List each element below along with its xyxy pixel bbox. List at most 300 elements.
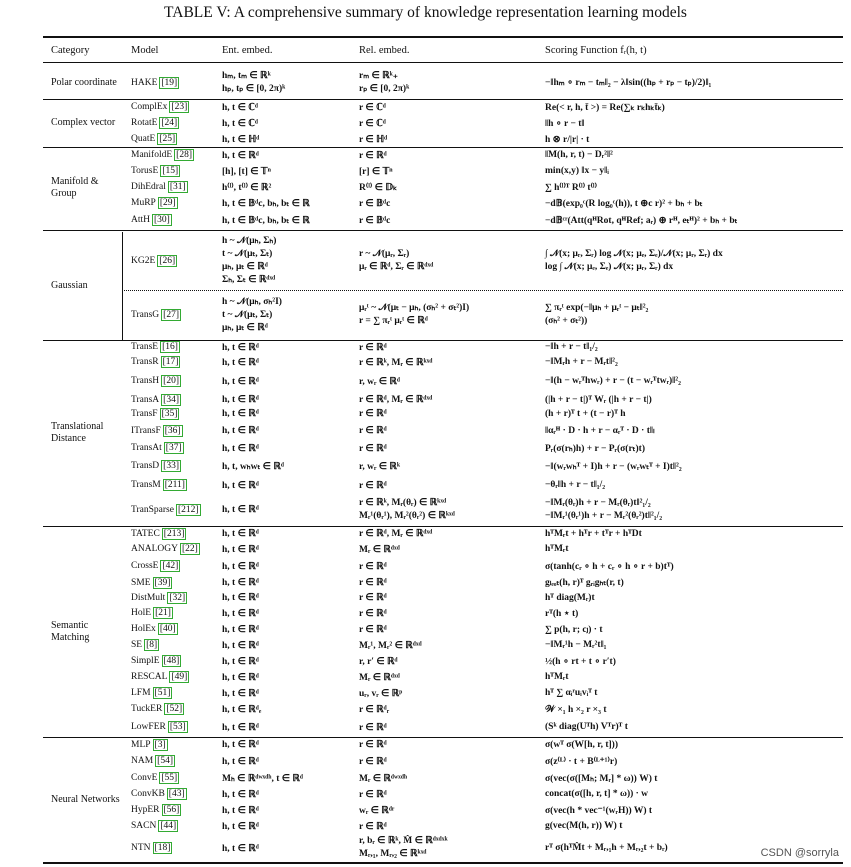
relation-embedding: r ∈ ℝᵏ, Mᵣ ∈ ℝᵏˣᵈ xyxy=(359,357,433,368)
model-name xyxy=(131,621,178,637)
entity-embedding: h, t ∈ ℝᵈ xyxy=(222,789,259,800)
table-row xyxy=(0,147,851,163)
relation-embedding: r ∈ ℝᵈ xyxy=(359,593,387,603)
relation-embedding: r ∈ ℝᵈᵣ xyxy=(359,704,390,715)
relation-embedding: uᵣ, vᵣ ∈ ℝᵖ xyxy=(359,688,403,699)
model-name xyxy=(131,605,173,621)
model-name xyxy=(131,232,177,290)
model-label: SE xyxy=(131,640,143,650)
model-name xyxy=(131,179,188,195)
relation-embedding: r ~ 𝒩(μᵣ, Σᵣ) μᵣ ∈ ℝᵈ, Σᵣ ∈ ℝᵈˣᵈ xyxy=(359,249,434,272)
scoring-function: hᵀ ∑ αᵢʳuᵢvᵢᵀ t xyxy=(545,688,598,698)
scoring-function: ∑ p(h, r; cⱼ) · t xyxy=(545,624,603,635)
entity-embedding: h, t ∈ ℝᵈ xyxy=(222,561,259,572)
model-name xyxy=(131,147,194,163)
model-label: ComplEx xyxy=(131,102,168,112)
table-row xyxy=(0,340,851,354)
relation-embedding: r, bᵣ ∈ ℝᵏ, M̂ ∈ ℝᵈˣᵈˣᵏ Mᵣ,₁, Mᵣ,₂ ∈ ℝᵏˣᵈ xyxy=(359,836,448,859)
model-label: TransE xyxy=(131,342,159,352)
entity-embedding: h, t ∈ ℝᵈ xyxy=(222,821,259,832)
relation-embedding: rₘ ∈ ℝᵏ₊ rₚ ∈ [0, 2π)ᵏ xyxy=(359,70,410,94)
entity-embedding: h, t ∈ ℝᵈ xyxy=(222,640,259,651)
scoring-function: min(x,y) ‖x − y‖ᵢ xyxy=(545,166,609,176)
entity-embedding: h, t ∈ ℝᵈ xyxy=(222,480,259,491)
scoring-function: Re(< r, h, t̄ >) = Re(∑ₖ rₖhₖt̄ₖ) xyxy=(545,102,665,113)
relation-embedding: μᵣᵗ ~ 𝒩(μₜ − μₕ, (σₕ² + σₜ²)I) r = ∑ πᵣᵗ μᵣᵗ ∈ ℝᵈ xyxy=(359,303,470,326)
table-row xyxy=(0,818,851,834)
table-row xyxy=(0,701,851,717)
citation-link[interactable]: [24] xyxy=(161,118,178,128)
citation-link[interactable]: [51] xyxy=(154,688,171,698)
table-title: TABLE V: A comprehensive summary of knowledge representation learning models xyxy=(164,4,687,21)
scoring-function: σ(vec(h * vec⁻¹(wᵣH)) W) t xyxy=(545,805,653,816)
entity-embedding: h, t ∈ ℂᵈ xyxy=(222,118,258,129)
bottom-rule xyxy=(43,862,843,864)
entity-embedding: h, t ∈ ℝᵈ xyxy=(222,150,259,161)
model-name xyxy=(131,701,184,717)
citation-link[interactable]: [26] xyxy=(159,256,176,266)
citation-link[interactable]: [20] xyxy=(163,376,179,386)
entity-embedding: h, t ∈ ℝᵈₑ xyxy=(222,704,262,715)
scoring-function: −d𝔹ᶜʳ(Att(qᴴRot, qᴴRef; aᵣ) ⊕ rᴴ, eₜᴴ)² + bₕ + bₜ xyxy=(545,215,738,226)
entity-embedding: h, t ∈ ℝᵈ xyxy=(222,672,259,683)
entity-embedding: h, t ∈ ℝᵈ xyxy=(222,722,259,733)
citation-link[interactable]: [28] xyxy=(176,150,192,160)
model-label: TransD xyxy=(131,461,160,471)
entity-embedding: h, t ∈ ℝᵈ xyxy=(222,756,259,767)
citation-link[interactable]: [37] xyxy=(165,443,182,453)
header-rel-embed: Rel. embed. xyxy=(359,45,410,56)
relation-embedding: r ∈ ℝᵈ, Mᵣ ∈ ℝᵈˣᵈ xyxy=(359,529,433,539)
relation-embedding: R⁽ˡ⁾ ∈ 𝔻ₖ xyxy=(359,182,398,193)
citation-link[interactable]: [16] xyxy=(162,342,178,352)
category-label: Gaussian xyxy=(51,280,88,291)
citation-link[interactable]: [19] xyxy=(161,77,178,88)
entity-embedding: h, t ∈ ℝᵈ xyxy=(222,624,259,635)
table-row xyxy=(0,590,851,605)
model-name xyxy=(131,420,183,441)
citation-link[interactable]: [31] xyxy=(169,182,186,192)
table-row xyxy=(0,802,851,818)
model-label: TransG xyxy=(131,310,160,320)
section-divider xyxy=(43,340,843,341)
gaussian-vertical-divider xyxy=(122,232,123,340)
entity-embedding: h, t ∈ ℝᵈ xyxy=(222,608,259,619)
model-label: LowFER xyxy=(131,722,166,732)
model-label: HolE xyxy=(131,608,152,618)
model-name xyxy=(131,477,187,493)
citation-link[interactable]: [35] xyxy=(161,408,178,419)
citation-link[interactable]: [34] xyxy=(163,394,179,405)
citation-link[interactable]: [29] xyxy=(159,198,176,208)
scoring-function: hᵀ diag(Mᵣ)t xyxy=(545,592,595,603)
scoring-function: rᵀ(h ⋆ t) xyxy=(545,608,579,619)
category-label: Translational Distance xyxy=(51,421,104,444)
model-label: CrossE xyxy=(131,561,159,571)
citation-link[interactable]: [211] xyxy=(164,480,185,490)
scoring-function: 𝒲 ×₁ h ×₂ r ×₃ t xyxy=(545,704,607,715)
relation-embedding: Mᵣ ∈ ℝᵈˣᵈ xyxy=(359,672,400,683)
scoring-function: σ(vec(σ([Mₕ; Mᵣ] * ω)) W) t xyxy=(545,773,658,784)
relation-embedding: Mᵣ ∈ ℝᵈʷˣᵈʰ xyxy=(359,773,408,784)
table-row xyxy=(0,737,851,752)
model-name xyxy=(131,575,172,590)
category-label: Complex vector xyxy=(51,117,116,128)
scoring-function: ∑ h⁽ˡ⁾ᵀ R⁽ˡ⁾ t⁽ˡ⁾ xyxy=(545,182,597,193)
model-label: TATEC xyxy=(131,528,160,539)
relation-embedding: [r] ∈ 𝕋ⁿ xyxy=(359,166,393,177)
model-name xyxy=(131,163,180,179)
citation-link[interactable]: [56] xyxy=(163,805,180,815)
table-row xyxy=(0,179,851,195)
model-name xyxy=(131,131,177,147)
entity-embedding: h, t ∈ ℝᵈ xyxy=(222,426,259,436)
entity-embedding: h, t ∈ ℍᵈ xyxy=(222,134,260,145)
table-row xyxy=(0,637,851,653)
table-row xyxy=(0,441,851,455)
relation-embedding: r ∈ 𝔹ᵈc xyxy=(359,215,391,226)
model-name xyxy=(131,717,188,737)
scoring-function: ½(h ∘ rt + t ∘ r′t) xyxy=(545,656,616,667)
model-label: ConvE xyxy=(131,773,158,783)
relation-embedding: r ∈ ℝᵈ xyxy=(359,756,387,767)
scoring-function: σ(tanh(cᵣ ∘ h + cᵣ ∘ h ∘ r + b)tᵀ) xyxy=(545,561,674,572)
entity-embedding: [h], [t] ∈ 𝕋ⁿ xyxy=(222,166,271,177)
relation-embedding: r ∈ ℂᵈ xyxy=(359,102,386,113)
relation-embedding: r ∈ 𝔹ᵈc xyxy=(359,198,391,209)
table-row xyxy=(0,621,851,637)
table-row xyxy=(0,354,851,370)
model-name xyxy=(131,802,181,818)
model-label: TransR xyxy=(131,357,159,367)
relation-embedding: r ∈ ℝᵈ xyxy=(359,409,387,419)
table-row xyxy=(0,163,851,179)
citation-link[interactable]: [44] xyxy=(160,821,177,831)
entity-embedding: h, t ∈ ℝᵈ xyxy=(222,529,259,539)
citation-link[interactable]: [3] xyxy=(154,739,166,750)
table-row xyxy=(0,290,851,340)
model-name xyxy=(131,770,179,786)
relation-embedding: Mᵣ ∈ ℝᵈˣᵈ xyxy=(359,544,400,555)
model-name xyxy=(131,653,181,669)
model-label: SME xyxy=(131,577,151,588)
model-label: TuckER xyxy=(131,704,163,714)
citation-link[interactable]: [22] xyxy=(181,544,198,554)
table-row xyxy=(0,605,851,621)
watermark: CSDN @sorryla xyxy=(760,847,839,859)
top-rule xyxy=(43,36,843,38)
scoring-function: hᵀMᵣt xyxy=(545,672,569,682)
citation-link[interactable]: [42] xyxy=(162,561,179,571)
scoring-function: −‖hₘ ∘ rₘ − tₘ‖₂ − λ‖sin((hₚ + rₚ − tₚ)/2)‖₁ xyxy=(545,78,712,88)
relation-embedding: r, r′ ∈ ℝᵈ xyxy=(359,656,398,667)
model-label: LFM xyxy=(131,688,151,698)
scoring-function: Pᵣ(σ(rₕ)h) + r − Pᵣ(σ(rₜ)t) xyxy=(545,443,645,454)
entity-embedding: h, t ∈ ℝᵈ xyxy=(222,505,259,515)
model-name xyxy=(131,115,179,131)
model-label: ITransF xyxy=(131,425,161,436)
model-label: ConvKB xyxy=(131,789,165,799)
table-row xyxy=(0,392,851,407)
header-rule xyxy=(43,62,843,63)
table-row xyxy=(0,99,851,115)
citation-link[interactable]: [33] xyxy=(163,461,179,471)
citation-link[interactable]: [18] xyxy=(154,843,171,853)
model-label: KG2E xyxy=(131,256,156,266)
model-label: TransM xyxy=(131,480,161,490)
scoring-function: rᵀ σ(hᵀM̂t + Mᵣ,₁h + Mᵣ,₂t + bᵣ) xyxy=(545,843,668,853)
model-name xyxy=(131,195,178,211)
relation-embedding: r ∈ ℝᵈ xyxy=(359,578,387,588)
entity-embedding: h, t, wₕwₜ ∈ ℝᵈ xyxy=(222,461,284,472)
relation-embedding: r ∈ ℝᵈ xyxy=(359,740,387,750)
citation-link[interactable]: [17] xyxy=(162,357,179,367)
model-label: TransAt xyxy=(131,443,162,453)
citation-link[interactable]: [53] xyxy=(169,722,186,732)
model-name xyxy=(131,818,178,834)
model-label: TranSparse xyxy=(131,504,174,515)
model-label: QuatE xyxy=(131,134,156,144)
model-label: HypER xyxy=(131,805,160,815)
model-label: NAM xyxy=(131,756,154,766)
table-row xyxy=(0,752,851,770)
table-row xyxy=(0,477,851,493)
citation-link[interactable]: [27] xyxy=(163,310,179,320)
model-name xyxy=(131,590,187,605)
model-name xyxy=(131,441,184,455)
table-row xyxy=(0,370,851,392)
table-row xyxy=(0,131,851,147)
scoring-function: ‖αᵣᴴ · D · h + r − αᵣᵀ · D · t‖ₗ xyxy=(545,426,655,436)
category-label: Polar coordinate xyxy=(51,76,117,88)
scoring-function: concat(σ([h, r, t] * ω)) · w xyxy=(545,789,649,799)
model-name xyxy=(131,786,187,802)
scoring-function: gₗₑₒₜ(h, r)ᵀ gᵣᵢgₕₜ(r, t) xyxy=(545,578,624,588)
table-row xyxy=(0,407,851,420)
citation-link[interactable]: [39] xyxy=(154,577,171,588)
model-label: TransH xyxy=(131,376,160,386)
model-name xyxy=(131,752,175,770)
table-row xyxy=(0,66,851,99)
scoring-function: (h + r)ᵀ t + (t − r)ᵀ h xyxy=(545,408,626,419)
model-label: HolEx xyxy=(131,624,156,634)
entity-embedding: h, t ∈ 𝔹ᵈc, bₕ, bₜ ∈ ℝ xyxy=(222,198,310,209)
model-name xyxy=(131,669,189,685)
entity-embedding: h, t ∈ ℝᵈ xyxy=(222,409,259,419)
model-name xyxy=(131,637,159,653)
entity-embedding: h, t ∈ ℝᵈ xyxy=(222,544,259,555)
scoring-function: hᵀMᵣt + hᵀr + tᵀr + hᵀDt xyxy=(545,528,642,539)
citation-link[interactable]: [55] xyxy=(161,773,178,783)
relation-embedding: r ∈ ℝᵈ xyxy=(359,426,387,436)
entity-embedding: h, t ∈ ℝᵈ xyxy=(222,395,259,405)
entity-embedding: h, t ∈ ℝᵈ xyxy=(222,688,259,699)
scoring-function: σ(wᵀ σ(W[h, r, t])) xyxy=(545,739,619,750)
model-name xyxy=(131,354,180,370)
relation-embedding: r ∈ ℝᵈ xyxy=(359,722,387,733)
citation-link[interactable]: [212] xyxy=(177,504,199,515)
table-row xyxy=(0,834,851,862)
model-label: TransA xyxy=(131,394,160,405)
table-row xyxy=(0,557,851,575)
table-row xyxy=(0,669,851,685)
model-label: HAKE xyxy=(131,77,158,88)
model-label: ANALOGY xyxy=(131,544,178,554)
table-row xyxy=(0,685,851,701)
table-row xyxy=(0,786,851,802)
scoring-function: −‖(h − wᵣᵀhwᵣ) + r − (t − wᵣᵀtwᵣ)‖²₂ xyxy=(545,376,681,386)
citation-link[interactable]: [30] xyxy=(154,215,170,225)
model-name xyxy=(131,685,172,701)
model-name xyxy=(131,290,181,340)
relation-embedding: r ∈ ℝᵏ, Mᵣ(θᵣ) ∈ ℝᵏˣᵈ Mᵣ¹(θᵣ¹), Mᵣ²(θᵣ²) ∈ ℝᵏˣᵈ xyxy=(359,497,455,521)
entity-embedding: h, t ∈ ℝᵈ xyxy=(222,843,259,854)
table-row xyxy=(0,455,851,477)
relation-embedding: r ∈ ℝᵈ xyxy=(359,561,387,572)
section-divider xyxy=(43,230,843,231)
category-label: Neural Networks xyxy=(51,793,120,805)
relation-embedding: r ∈ ℝᵈ, Mᵣ ∈ ℝᵈˣᵈ xyxy=(359,395,433,405)
table-row xyxy=(0,526,851,541)
model-label: NTN xyxy=(131,843,151,853)
model-label: SACN xyxy=(131,821,157,831)
model-name xyxy=(131,737,168,752)
citation-link[interactable]: [36] xyxy=(164,425,181,436)
entity-embedding: hₘ, tₘ ∈ ℝᵏ hₚ, tₚ ∈ [0, 2π)ᵏ xyxy=(222,70,286,94)
scoring-function: g(vec(M(h, r)) W) t xyxy=(545,821,623,831)
header-ent-embed: Ent. embed. xyxy=(222,45,273,56)
model-label: RESCAL xyxy=(131,672,168,682)
table-row xyxy=(0,195,851,211)
entity-embedding: h⁽ˡ⁾, t⁽ˡ⁾ ∈ ℝ² xyxy=(222,182,272,193)
model-label: TransF xyxy=(131,408,158,419)
section-divider xyxy=(43,99,843,100)
model-label: SimplE xyxy=(131,656,160,666)
model-name xyxy=(131,66,179,99)
citation-link[interactable]: [25] xyxy=(159,134,176,144)
header-model: Model xyxy=(131,45,159,56)
model-name xyxy=(131,407,179,420)
model-name xyxy=(131,211,172,229)
table-row xyxy=(0,232,851,290)
scoring-function: ‖M(h, r, t) − Dᵣ²‖² xyxy=(545,150,613,160)
section-divider xyxy=(43,737,843,738)
model-name xyxy=(131,834,172,862)
model-label: DistMult xyxy=(131,592,166,603)
relation-embedding: r ∈ ℝᵈ xyxy=(359,342,387,353)
relation-embedding: r ∈ ℝᵈ xyxy=(359,480,387,491)
model-label: MLP xyxy=(131,739,151,750)
scoring-function: −‖Mᵣh + r − Mᵣt‖²₂ xyxy=(545,357,618,367)
table-row xyxy=(0,420,851,441)
entity-embedding: Mₕ ∈ ℝᵈʷˣᵈʰ, t ∈ ℝᵈ xyxy=(222,773,304,784)
table-row xyxy=(0,115,851,131)
scoring-function: −‖Mᵣ(θᵣ)h + r − Mᵣ(θᵣ)t‖²₁/₂ −‖Mᵣ¹(θᵣ¹)h + r − Mᵣ²(θᵣ²)t‖²₁/₂ xyxy=(545,497,663,521)
relation-embedding: r ∈ ℝᵈ xyxy=(359,608,387,619)
entity-embedding: h, t ∈ ℝᵈ xyxy=(222,342,259,353)
table-row xyxy=(0,770,851,786)
citation-link[interactable]: [54] xyxy=(157,756,173,766)
model-name xyxy=(131,541,200,557)
relation-embedding: r ∈ ℂᵈ xyxy=(359,118,386,129)
relation-embedding: r ∈ ℝᵈ xyxy=(359,150,387,161)
citation-link[interactable]: [48] xyxy=(163,656,180,666)
citation-link[interactable]: [21] xyxy=(155,608,171,618)
model-label: AttH xyxy=(131,215,150,225)
model-name xyxy=(131,493,201,526)
citation-link[interactable]: [213] xyxy=(163,528,185,539)
entity-embedding: h, t ∈ ℝᵈ xyxy=(222,805,259,816)
table-row xyxy=(0,653,851,669)
scoring-function: −d𝔹(exp₀ᶜ(R log₀ᶜ(h)), t ⊕c r)² + bₕ + bₜ xyxy=(545,198,703,209)
entity-embedding: h, t ∈ ℝᵈ xyxy=(222,376,259,387)
citation-link[interactable]: [15] xyxy=(162,166,179,176)
model-label: RotatE xyxy=(131,118,158,128)
citation-link[interactable]: [40] xyxy=(159,624,176,634)
scoring-function: hᵀMᵣt xyxy=(545,544,569,554)
citation-link[interactable]: [32] xyxy=(169,592,186,603)
relation-embedding: r ∈ ℝᵈ xyxy=(359,624,387,635)
relation-embedding: wᵣ ∈ ℝᵈʳ xyxy=(359,805,395,816)
table-row xyxy=(0,211,851,229)
model-name xyxy=(131,526,186,541)
model-name xyxy=(131,557,180,575)
category-label: Manifold & Group xyxy=(51,176,99,199)
scoring-function: h ⊗ r/|r| · t xyxy=(545,134,590,145)
scoring-function: −‖h + r − t‖₁/₂ xyxy=(545,342,598,352)
citation-link[interactable]: [43] xyxy=(168,789,185,799)
section-divider xyxy=(43,526,843,527)
model-name xyxy=(131,340,180,354)
entity-embedding: h, t ∈ ℝᵈ xyxy=(222,443,259,454)
scoring-function: (|h + r − t|)ᵀ Wᵣ (|h + r − t|) xyxy=(545,394,652,405)
citation-link[interactable]: [52] xyxy=(166,704,183,714)
relation-embedding: Mᵣ¹, Mᵣ² ∈ ℝᵈˣᵈ xyxy=(359,640,422,651)
entity-embedding: h, t ∈ ℝᵈ xyxy=(222,593,259,603)
header-category: Category xyxy=(51,45,90,56)
relation-embedding: r ∈ ℝᵈ xyxy=(359,821,387,832)
scoring-function: ‖h ∘ r − t‖ xyxy=(545,118,585,129)
scoring-function: ∑ πᵣᵗ exp(−‖μₕ + μᵣᵗ − μₜ‖²₂ (σₕ² + σₜ²)) xyxy=(545,303,649,326)
entity-embedding: h ~ 𝒩(μₕ, σₕ²I) t ~ 𝒩(μₜ, Σₜ) μₕ, μₜ ∈ ℝᵈ xyxy=(222,296,282,333)
citation-link[interactable]: [8] xyxy=(146,640,158,650)
model-name xyxy=(131,99,189,115)
model-label: TorusE xyxy=(131,166,159,176)
dotted-divider xyxy=(122,290,843,291)
entity-embedding: h, t ∈ ℝᵈ xyxy=(222,357,259,368)
entity-embedding: h, t ∈ ℝᵈ xyxy=(222,740,259,750)
section-divider xyxy=(43,147,843,148)
scoring-function: −θᵣ‖h + r − t‖₁/₂ xyxy=(545,480,606,490)
entity-embedding: h ~ 𝒩(μₕ, Σₕ) t ~ 𝒩(μₜ, Σₜ) μₕ, μₜ ∈ ℝᵈ Σₕ, Σₜ ∈ ℝᵈˣᵈ xyxy=(222,236,277,285)
entity-embedding: h, t ∈ 𝔹ᵈc, bₕ, bₜ ∈ ℝ xyxy=(222,215,310,226)
citation-link[interactable]: [23] xyxy=(171,102,188,112)
entity-embedding: h, t ∈ ℝᵈ xyxy=(222,656,259,667)
relation-embedding: r, wᵣ ∈ ℝᵏ xyxy=(359,461,401,472)
scoring-function: −‖Mᵣ¹h − Mᵣ²t‖₁ xyxy=(545,640,607,650)
table-row xyxy=(0,717,851,737)
relation-embedding: r ∈ ℝᵈ xyxy=(359,789,387,800)
table-row xyxy=(0,575,851,590)
citation-link[interactable]: [49] xyxy=(171,672,188,682)
category-label: Semantic Matching xyxy=(51,619,90,643)
model-name xyxy=(131,392,181,407)
relation-embedding: r ∈ ℝᵈ xyxy=(359,443,387,454)
scoring-function: (Sᵏ diag(Uᵀh) Vᵀr)ᵀ t xyxy=(545,722,628,732)
model-label: DihEdral xyxy=(131,182,166,192)
entity-embedding: h, t ∈ ℝᵈ xyxy=(222,578,259,588)
model-name xyxy=(131,455,181,477)
